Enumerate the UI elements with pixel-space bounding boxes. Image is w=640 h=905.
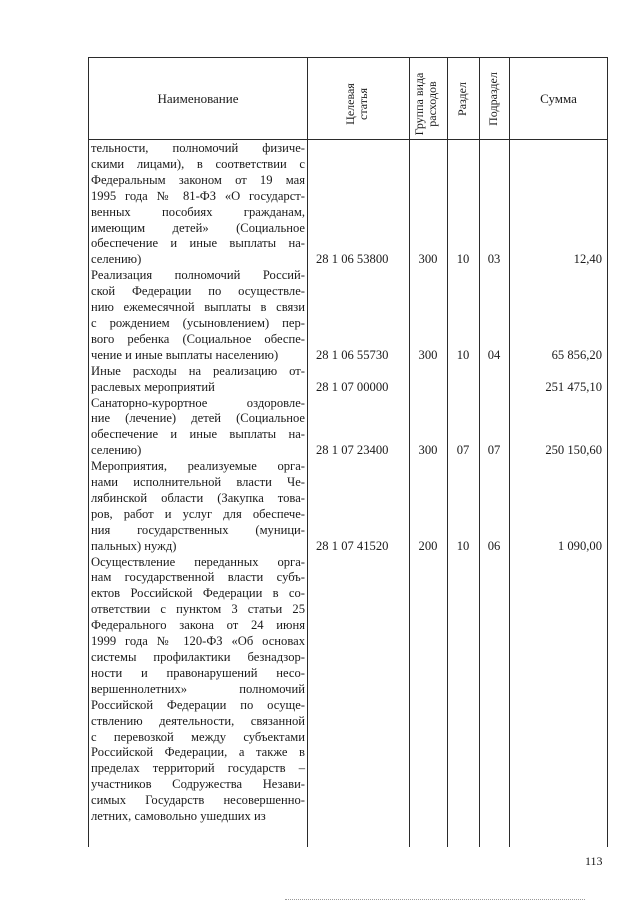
header-amount: Сумма [540, 91, 577, 106]
name-line: ствлению деятельности, связанной [91, 713, 305, 728]
header-name: Наименование [157, 91, 239, 106]
expense-group-cell: 200 [418, 538, 438, 553]
name-line: Российской Федерации, а также в [91, 745, 305, 760]
name-line: лябинской области (Закупка това- [91, 490, 305, 505]
name-line: пальных) нужд) [91, 538, 177, 553]
name-line: симых Государств несовершенно- [91, 793, 305, 808]
name-line: Реализация полномочий Россий- [91, 268, 305, 283]
name-line: нию ежемесячной выплаты в связи [91, 300, 305, 315]
name-line: с рождением (усыновлением) пер- [91, 315, 305, 330]
name-line: пределах территорий государств – [91, 761, 305, 776]
name-line: 1999 года № 120-ФЗ «Об основах [91, 634, 305, 649]
amount-cell: 251 475,10 [545, 379, 602, 394]
expense-group-cell: 300 [418, 347, 438, 362]
col-divider-1 [307, 57, 308, 847]
name-line: селению) [91, 252, 142, 267]
name-line: вершеннолетних» полномочий [91, 681, 305, 696]
table-right-border [607, 57, 608, 847]
name-line: вого ребенка (Социальное обеспе- [91, 331, 305, 346]
name-line: раслевых мероприятий [91, 379, 215, 394]
amount-cell: 12,40 [573, 252, 602, 267]
target-article-cell: 28 1 07 41520 [316, 538, 389, 553]
name-line: нами исполнительной власти Че- [91, 475, 305, 490]
name-line: ние (лечение) детей (Социальное [91, 411, 305, 426]
name-line: венных пособиях гражданам, [91, 204, 305, 219]
header-target-article: Целевая статья [343, 83, 370, 125]
target-article-cell: 28 1 06 55730 [316, 347, 389, 362]
col-divider-5 [509, 57, 510, 847]
target-article-cell: 28 1 07 23400 [316, 443, 389, 458]
section-cell: 10 [456, 347, 470, 362]
name-line: Федерального закона от 24 июня [91, 618, 305, 633]
subsection-cell: 04 [487, 347, 501, 362]
name-line: летних, самовольно ушедших из [91, 809, 266, 824]
table-left-border [88, 57, 89, 847]
expense-group-cell: 300 [418, 443, 438, 458]
header-section: Раздел [455, 82, 469, 116]
name-line: ответствии с пунктом 3 статьи 25 [91, 602, 305, 617]
header-subsection: Подраздел [486, 72, 500, 126]
name-line: ния государственных (муници- [91, 522, 305, 537]
header-expense-group: Группа вида расходов [412, 72, 439, 136]
subsection-cell: 06 [487, 538, 501, 553]
page-number: 113 [585, 854, 603, 868]
name-line: 1995 года № 81-ФЗ «О государст- [91, 188, 305, 203]
name-line: системы профилактики безнадзор- [91, 650, 305, 664]
name-line: скими лицами), в соответствии с [91, 156, 305, 171]
section-cell: 10 [456, 538, 470, 553]
name-line: ности и правонарушений несо- [91, 665, 305, 680]
name-line: чение и иные выплаты населению) [91, 347, 279, 362]
name-line: ектов Российской Федерации в со- [91, 586, 305, 601]
target-article-cell: 28 1 06 53800 [316, 252, 389, 267]
bottom-divider [285, 899, 585, 900]
name-line: ской Федерации по осуществле- [91, 284, 305, 299]
name-line: Иные расходы на реализацию от- [91, 363, 305, 378]
amount-cell: 1 090,00 [557, 538, 602, 553]
section-cell: 07 [456, 443, 470, 458]
name-line: участников Содружества Незави- [91, 777, 305, 792]
name-column [91, 141, 305, 825]
name-line: тельности, полномочий физиче- [91, 141, 305, 155]
name-line: обеспечение и иные выплаты на- [91, 236, 305, 251]
section-cell: 10 [456, 252, 470, 267]
amount-cell: 65 856,20 [551, 347, 602, 362]
name-line: нам государственной власти субъ- [91, 570, 305, 585]
name-line: имеющим детей» (Социальное [91, 220, 305, 235]
name-line: Осуществление переданных орга- [91, 554, 305, 569]
subsection-cell: 03 [487, 252, 501, 267]
name-line: селению) [91, 443, 142, 458]
target-article-cell: 28 1 07 00000 [316, 379, 389, 394]
name-line: обеспечение и иные выплаты на- [91, 427, 305, 442]
table-top-border [88, 57, 608, 58]
subsection-cell: 07 [487, 443, 501, 458]
name-line: Российской Федерации по осуще- [91, 697, 305, 712]
name-line: Федеральным законом от 19 мая [91, 172, 305, 187]
expense-group-cell: 300 [418, 252, 438, 267]
name-line: Мероприятия, реализуемые орга- [91, 459, 305, 474]
name-line: Санаторно-курортное оздоровле- [91, 395, 305, 410]
name-line: с перевозкой между субъектами [91, 729, 305, 744]
amount-cell: 250 150,60 [545, 443, 602, 458]
name-line: ров, работ и услуг для обеспече- [91, 506, 305, 521]
